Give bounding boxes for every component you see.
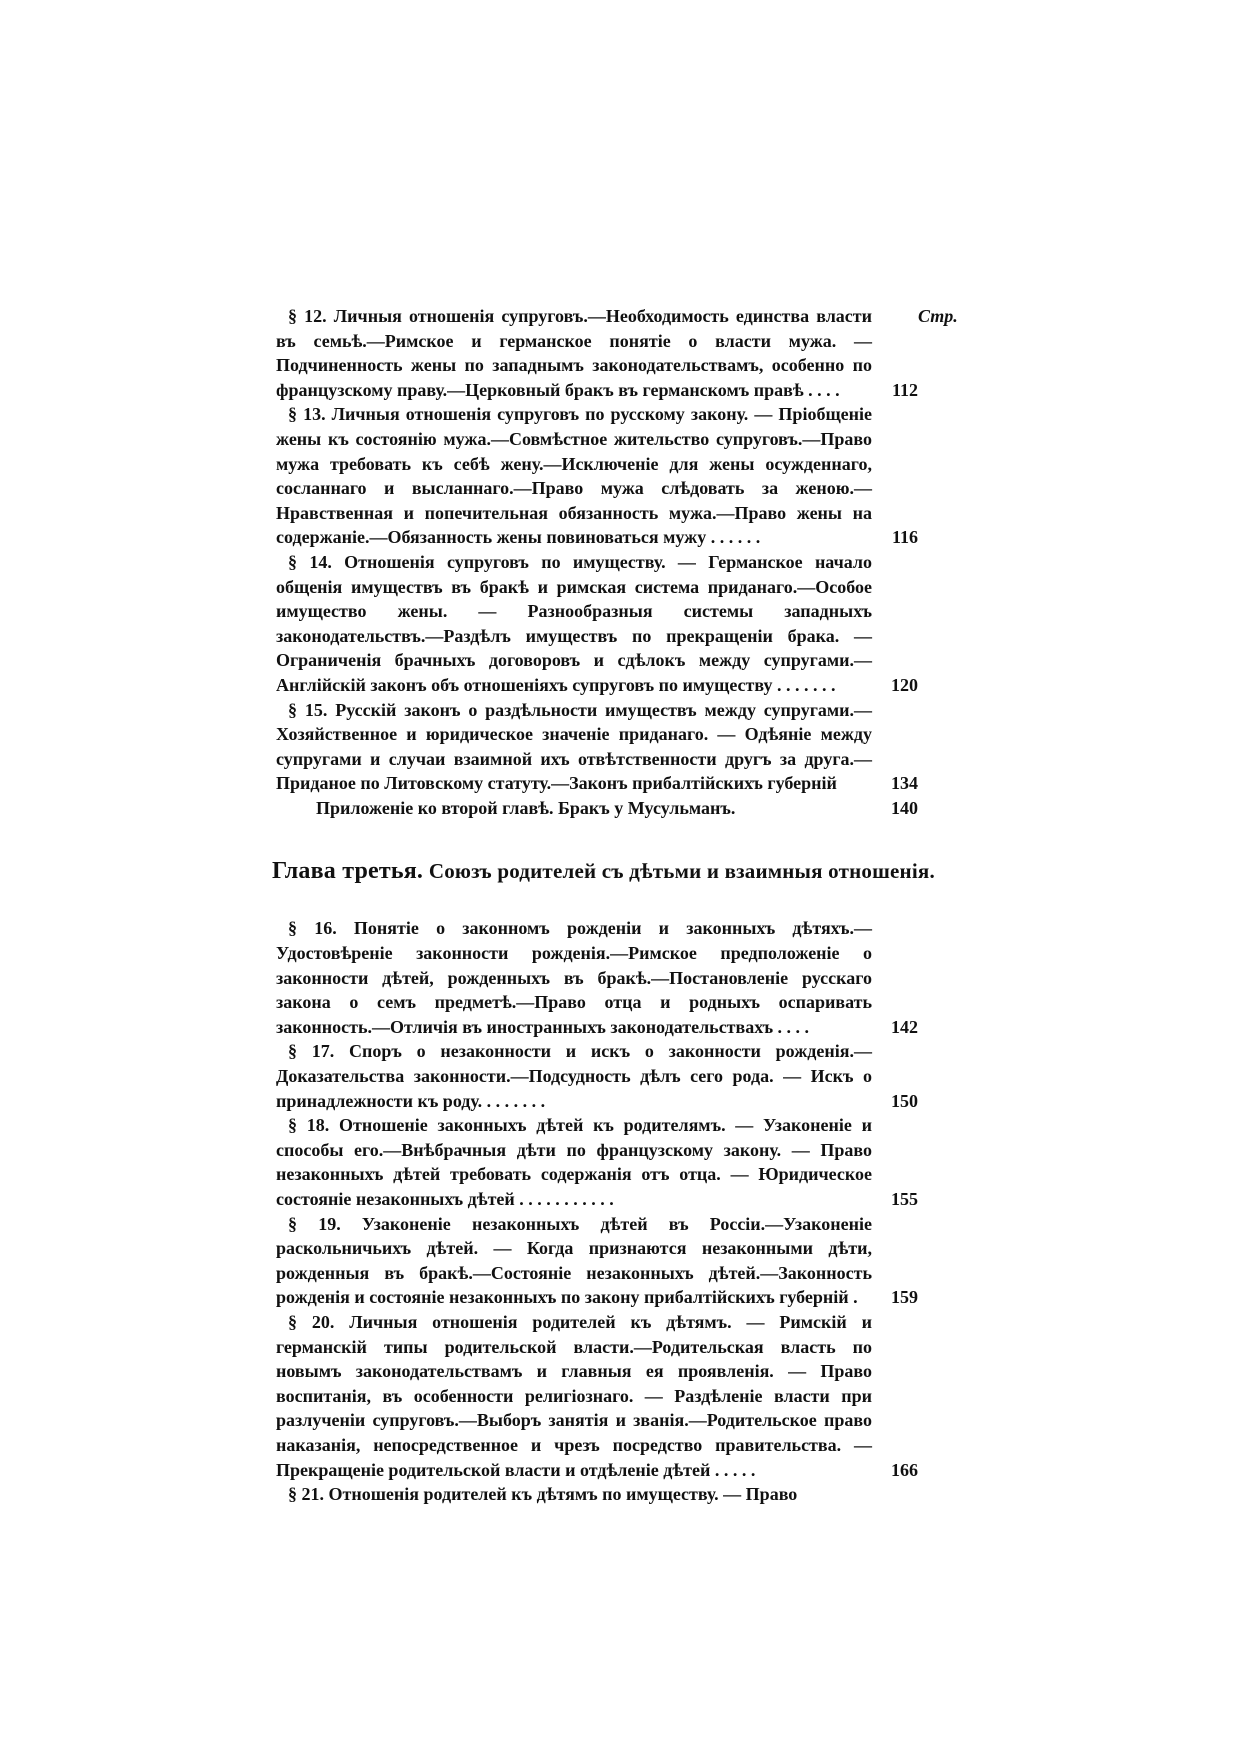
toc-entry xyxy=(276,1039,918,1113)
chapter-heading xyxy=(272,856,935,886)
toc-entry-page: 155 xyxy=(891,1189,918,1209)
toc-entry-page: 166 xyxy=(891,1459,918,1480)
toc-entry-page: 159 xyxy=(891,1287,918,1308)
toc-entry xyxy=(276,1310,918,1482)
toc-entry-text: § 12. Личныя отношенія супруговъ.—Необходимость единства власти въ семьѣ.—Римское и германское понятіе о власти мужа. — Подчиненность жены по западнымъ законодательствамъ, особенно по французскому праву.—Церковный бракъ въ германскомъ правѣ . . . . xyxy=(276,306,872,400)
toc-entry-page: 116 xyxy=(891,527,918,548)
toc-entry-page: 112 xyxy=(891,379,918,400)
toc-entry xyxy=(276,916,918,1039)
toc-entry-page: 150 xyxy=(891,1090,918,1111)
toc-entry-text: § 18. Отношеніе законныхъ дѣтей къ родителямъ. — Узаконеніе и способы его.—Внѣбрачныя дѣти по французскому закону. — Право незаконныхъ дѣтей требовать содержанія отъ отца. — Юридическое состояніе незаконныхъ дѣтей . . . . . . . . . . . xyxy=(276,1115,872,1209)
table-of-contents xyxy=(272,304,935,1507)
toc-entry xyxy=(276,1212,918,1310)
toc-entry xyxy=(276,698,918,796)
toc-entry xyxy=(276,1113,918,1211)
toc-entry-text: § 17. Споръ о незаконности и искъ о законности рожденія.—Доказательства законности.—Подсудность дѣлъ сего рода. — Искъ о принадлежности къ роду. . . . . . . . xyxy=(276,1041,872,1111)
toc-entry-text: § 16. Понятіе о законномъ рожденіи и законныхъ дѣтяхъ.—Удостовѣреніе законности рожденія.—Римское предположеніе о законности дѣтей, рожденныхъ въ бракѣ.—Постановленіе русскаго закона о семъ предметѣ.—Право отца и родныхъ оспаривать законность.—Отличія въ иностранныхъ законодательствахъ . . . . xyxy=(276,918,872,1037)
toc-entry-page: 142 xyxy=(891,1016,918,1037)
toc-appendix xyxy=(276,796,918,821)
chapter-title: Союзъ родителей съ дѣтьми и взаимныя отношенія. xyxy=(428,859,935,884)
toc-entry xyxy=(276,304,918,402)
toc-entry-text: § 19. Узаконеніе незаконныхъ дѣтей въ Россіи.—Узаконеніе раскольничьихъ дѣтей. — Когда признаются незаконными дѣти, рожденныя въ бракѣ.—Состояніе незаконныхъ дѣтей.—Законность рожденія и состояніе незаконныхъ по закону прибалтійскихъ губерній . xyxy=(276,1213,872,1308)
toc-entry-page: 134 xyxy=(891,773,918,794)
page-column-label: Стр. xyxy=(918,306,958,326)
toc-entry-text: § 20. Личныя отношенія родителей къ дѣтямъ. — Римскій и германскій типы родительской власти.—Родительская власть по новымъ законодательствамъ и главныя ея проявленія. — Право воспитанія, въ особенности религіознаго. — Раздѣленіе власти при разлученіи супруговъ.—Выборъ занятія и званія.—Родительское право наказанія, непосредственное и чрезъ посредство правительства. — Прекращеніе родительской власти и отдѣленіе дѣтей . . . . . xyxy=(276,1311,872,1480)
toc-entry-text: § 21. Отношенія родителей къ дѣтямъ по имуществу. — Право xyxy=(288,1484,798,1505)
toc-entry xyxy=(276,402,918,550)
toc-entry-text: § 14. Отношенія супруговъ по имуществу. — Германское начало общенія имуществъ въ бракѣ и римская система приданаго.—Особое имущество жены. — Разнообразныя системы западныхъ законодательствъ.—Раздѣлъ имуществъ по прекращеніи брака. — Ограниченія брачныхъ договоровъ и сдѣлокъ между супругами.—Англійскій законъ объ отношеніяхъ супруговъ по имуществу . . . . . . . xyxy=(276,551,872,695)
toc-entry xyxy=(276,550,918,698)
toc-entry-text: § 13. Личныя отношенія супруговъ по русскому закону. — Пріобщеніе жены къ состоянію мужа.—Совмѣстное жительство супруговъ.—Право мужа требовать къ себѣ жену.—Исключеніе для жены осужденнаго, сосланнаго и высланнаго.—Право мужа слѣдовать за женою.—Нравственная и попечительная обязанность мужа.—Право жены на содержаніе.—Обязанность жены повиноваться мужу . . . . . . xyxy=(276,404,872,548)
toc-entry-text: § 15. Русскій законъ о раздѣльности имуществъ между супругами.—Хозяйственное и юридическое значеніе приданаго. — Одѣяніе между супругами и случаи взаимной ихъ отвѣтственности другъ за друга.—Приданое по Литовскому статуту.—Законъ прибалтійскихъ губерній xyxy=(276,699,872,794)
toc-appendix-page: 140 xyxy=(891,797,918,818)
chapter-number: Глава третья. xyxy=(272,858,424,885)
toc-entry xyxy=(276,1482,918,1507)
toc-entry-page: 120 xyxy=(891,674,918,695)
toc-appendix-text: Приложеніе ко второй главѣ. Бракъ у Мусульманъ. xyxy=(316,797,736,818)
